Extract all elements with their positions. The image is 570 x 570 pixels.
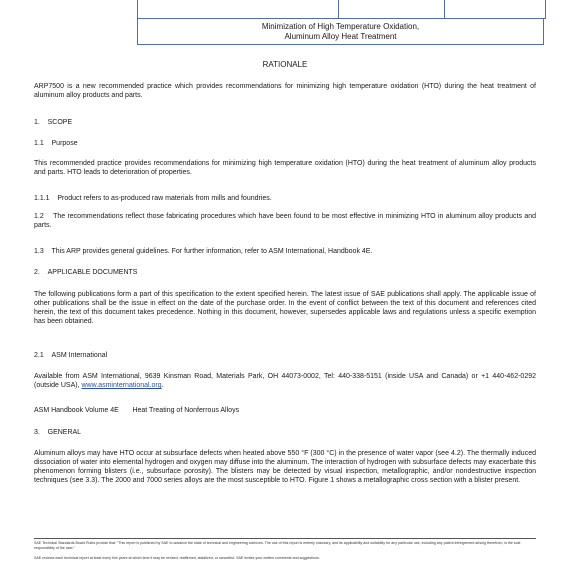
section-number: 2. bbox=[34, 269, 40, 276]
handbook-title: Heat Treating of Nonferrous Alloys bbox=[132, 407, 240, 414]
section-2-text: The following publications form a part of this specification to the extent specified herein. The latest issue of SAE publications shall apply. The applicable issue of other publications shall be the issue in effect on the date of the purchase order. In the event of conflict between the text of this document and references cited herein, the text of this document takes precedence. Nothing in this document, however, supersedes applicable laws and regulations unless a specific exemption has been obtained. bbox=[34, 291, 536, 325]
section-2-1-heading bbox=[34, 351, 107, 360]
section-text: Product refers to as-produced raw materials from mills and foundries. bbox=[57, 195, 272, 202]
footer-review-note: SAE reviews each technical report at least every five years at which time it may be revised, reaffirmed, stabilized, or cancelled. SAE invites your written comments and suggestions. bbox=[34, 556, 320, 560]
section-3-heading bbox=[34, 428, 81, 437]
section-title: APPLICABLE DOCUMENTS bbox=[47, 269, 138, 276]
asm-address: Available from ASM International, 9639 Kinsman Road, Materials Park, OH 44073-0002, Tel: 440-338-5151 (inside USA and Canada) or +1 440-462-0292 (outside USA), bbox=[34, 373, 536, 389]
rationale-heading: RATIONALE bbox=[262, 60, 308, 69]
footer-disclaimer: SAE Technical Standards Board Rules provide that: "This report is published by SAE to advance the state of technical and engineering sciences. The use of this report is entirely voluntary, and its applicability and suitability for any particular use, including any patent infringement arising therefrom, is the sole responsibility of the user." bbox=[34, 541, 521, 550]
handbook-reference bbox=[34, 406, 239, 415]
header-top-cells bbox=[137, 0, 546, 18]
section-2-heading bbox=[34, 268, 137, 277]
section-number: 1.1 bbox=[34, 140, 44, 147]
section-title: ASM International bbox=[51, 352, 108, 359]
section-text: The recommendations reflect those fabricating procedures which have been found to be most effective in minimizing HTO in aluminum alloy products and parts. bbox=[34, 213, 536, 229]
section-title: SCOPE bbox=[47, 119, 73, 126]
section-number: 2.1 bbox=[34, 352, 44, 359]
section-3-text: Aluminum alloys may have HTO occur at subsurface defects when heated above 550 °F (300 °C) in the presence of water vapor (see 4.2). The thermally induced dissociation of water into elemental hydrogen and oxygen may diffuse into the aluminum. The interaction of hydrogen with subsurface defects may exacerbate this phenomenon forming blisters (i.e., subsurface porosity). The blisters may be detected by visual inspection, metallographic, and/or nondestructive inspection techniques (see 3.3). The 2000 and 7000 series alloys are the most susceptible to HTO. Figure 1 shows a metallographic cross section with a blister present. bbox=[34, 450, 536, 484]
section-text: This ARP provides general guidelines. For further information, refer to ASM International, Handbook 4E. bbox=[51, 248, 373, 255]
section-number: 1.1.1 bbox=[34, 195, 50, 202]
section-1-2 bbox=[34, 212, 536, 230]
rationale-text: ARP7500 is a new recommended practice which provides recommendations for minimizing high temperature oxidation (HTO) during the heat treatment of aluminum alloy products and parts. bbox=[34, 83, 536, 99]
section-number: 1.2 bbox=[34, 213, 44, 220]
footer-rule bbox=[34, 538, 536, 539]
section-1-1-heading bbox=[34, 139, 78, 148]
section-number: 1.3 bbox=[34, 248, 44, 255]
header-divider bbox=[444, 0, 445, 18]
header-divider bbox=[338, 0, 339, 18]
document-title-box bbox=[137, 19, 544, 45]
handbook-volume: ASM Handbook Volume 4E bbox=[34, 407, 119, 414]
section-number: 3. bbox=[34, 429, 40, 436]
document-title-line-2: Aluminum Alloy Heat Treatment bbox=[284, 32, 397, 41]
asm-website-link[interactable]: www.asminternational.org bbox=[81, 382, 162, 389]
section-number: 1. bbox=[34, 119, 40, 126]
section-1-heading bbox=[34, 118, 72, 127]
section-title: Purpose bbox=[51, 140, 78, 147]
section-title: GENERAL bbox=[47, 429, 82, 436]
section-2-1-text bbox=[34, 372, 536, 390]
section-1-3 bbox=[34, 247, 372, 256]
document-title-line-1: Minimization of High Temperature Oxidation, bbox=[261, 22, 420, 31]
section-1-1-text: This recommended practice provides recommendations for minimizing high temperature oxidation (HTO) during the heat treatment of aluminum alloy products and parts. HTO leads to deterioration of properties. bbox=[34, 160, 536, 176]
period: . bbox=[161, 382, 164, 389]
section-1-1-1 bbox=[34, 194, 272, 203]
